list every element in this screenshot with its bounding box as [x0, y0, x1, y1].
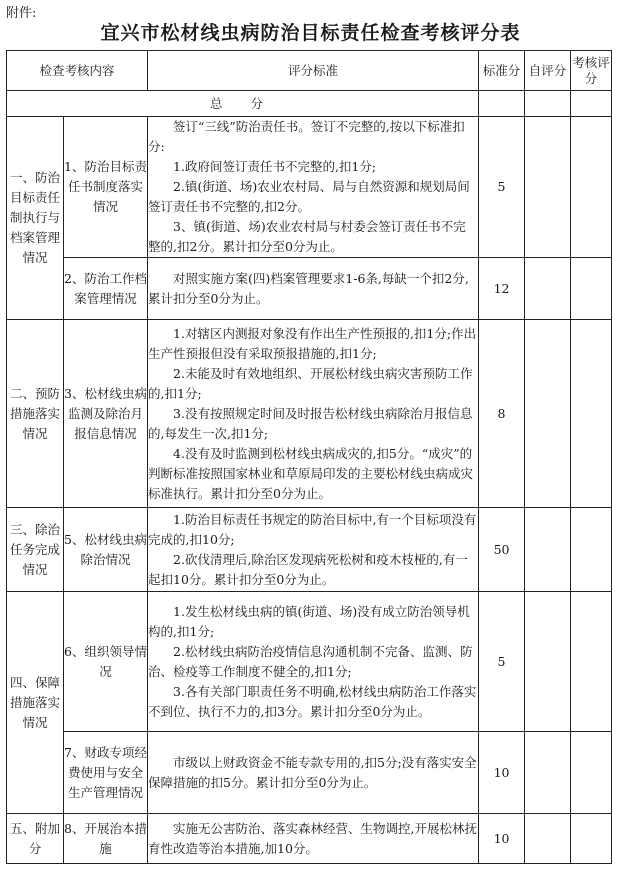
- criteria-line: 3.各有关部门职责任务不明确,松材线虫病防治工作落实不到位、执行不力的,扣3分。累计扣分至0分为止。: [148, 683, 477, 719]
- criteria-line: 实施无公害防治、落实森林经营、生物调控,开展松林抚育性改造等治本措施,加10分。: [148, 820, 477, 856]
- header-row: [7, 51, 612, 91]
- criteria-cell: [148, 258, 479, 320]
- standard-score: 8: [479, 320, 525, 508]
- total-label: 总 分: [7, 91, 479, 117]
- header-standard-score: 标准分: [479, 51, 525, 91]
- header-criteria: 评分标准: [148, 51, 479, 91]
- criteria-cell: [148, 814, 479, 864]
- standard-score: 5: [479, 592, 525, 732]
- criteria-line: 1.防治目标责任书规定的防治目标中,有一个目标项没有完成的,扣10分;: [148, 511, 477, 547]
- criteria-line: 2.镇(街道、场)农业农村局、局与自然资源和规划局间签订责任书不完整的,扣2分。: [148, 179, 470, 214]
- table-row: [7, 732, 612, 814]
- item-cell: 1、防治目标责任书制度落实情况: [64, 117, 148, 258]
- table-row: [7, 508, 612, 592]
- review-score-cell[interactable]: [571, 117, 612, 258]
- criteria-cell: [148, 732, 479, 814]
- criteria-line: 2.砍伐清理后,除治区发现病死松树和疫木枝桠的,有一起扣10分。累计扣分至0分为止。: [148, 551, 468, 587]
- review-score-cell[interactable]: [571, 592, 612, 732]
- review-score-cell[interactable]: [571, 320, 612, 508]
- table-row: [7, 592, 612, 732]
- total-row: [7, 91, 612, 117]
- item-cell: 3、松材线虫病监测及除治月报信息情况: [64, 320, 148, 508]
- self-score-cell[interactable]: [525, 814, 571, 864]
- criteria-line: 1.对辖区内测报对象没有作出生产性预报的,扣1分;作出生产性预报但没有采取预报措施的,扣1分;: [148, 325, 477, 361]
- standard-score: 5: [479, 117, 525, 258]
- self-score-cell[interactable]: [525, 258, 571, 320]
- standard-score: 12: [479, 258, 525, 320]
- attachment-label: 附件:: [6, 6, 37, 21]
- self-score-cell[interactable]: [525, 508, 571, 592]
- total-self-cell: [525, 91, 571, 117]
- table-row: [7, 117, 612, 258]
- standard-score: 10: [479, 814, 525, 864]
- standard-score: 10: [479, 732, 525, 814]
- page-title: 宜兴市松材线虫病防治目标责任检查考核评分表: [100, 22, 521, 44]
- self-score-cell[interactable]: [525, 592, 571, 732]
- header-self-score: 自评分: [525, 51, 571, 91]
- criteria-cell: [148, 320, 479, 508]
- criteria-line: 市级以上财政资金不能专款专用的,扣5分;没有落实安全保障措施的扣5分。累计扣分至0分为止。: [148, 754, 477, 790]
- self-score-cell[interactable]: [525, 320, 571, 508]
- review-score-cell[interactable]: [571, 258, 612, 320]
- review-score-cell[interactable]: [571, 814, 612, 864]
- category-cell: 五、附加分: [7, 814, 64, 864]
- category-cell: 四、保障措施落实情况: [7, 592, 64, 814]
- table-row: [7, 814, 612, 864]
- category-cell: 三、除治任务完成情况: [7, 508, 64, 592]
- criteria-line: 对照实施方案(四)档案管理要求1-6条,每缺一个扣2分,累计扣分至0分为止。: [148, 270, 469, 306]
- self-score-cell[interactable]: [525, 117, 571, 258]
- criteria-cell: [148, 508, 479, 592]
- criteria-line: 3、镇(街道、场)农业农村局与村委会签订责任书不完整的,扣2分。累计扣分至0分为止。: [148, 219, 466, 254]
- scoring-table: [6, 50, 612, 864]
- criteria-line: 签订“三线”防治责任书。签订不完整的,按以下标准扣分:: [148, 119, 465, 154]
- standard-score: 50: [479, 508, 525, 592]
- review-score-cell[interactable]: [571, 508, 612, 592]
- category-cell: 二、预防措施落实情况: [7, 320, 64, 508]
- criteria-cell: [148, 592, 479, 732]
- criteria-line: 1.发生松材线虫病的镇(街道、场)没有成立防治领导机构的,扣1分;: [148, 603, 470, 639]
- header-content: 检查考核内容: [7, 51, 148, 91]
- criteria-line: 4.没有及时监测到松材线虫病成灾的,扣5分。“成灾”的判断标准按照国家林业和草原局印发的主要松材线虫病成灾标准执行。累计扣分至0分为止。: [148, 445, 474, 501]
- item-cell: 5、松材线虫病除治情况: [64, 508, 148, 592]
- criteria-line: 1.政府间签订责任书不完整的,扣1分;: [173, 159, 377, 174]
- category-cell: 一、防治目标责任制执行与档案管理情况: [7, 117, 64, 320]
- review-score-cell[interactable]: [571, 732, 612, 814]
- total-review-cell: [571, 91, 612, 117]
- header-review-score: 考核评分: [571, 51, 612, 91]
- self-score-cell[interactable]: [525, 732, 571, 814]
- item-cell: 2、防治工作档案管理情况: [64, 258, 148, 320]
- criteria-line: 3.没有按照规定时间及时报告松材线虫病除治月报信息的,每发生一次,扣1分;: [148, 405, 473, 441]
- item-cell: 8、开展治本措施: [64, 814, 148, 864]
- item-cell: 7、财政专项经费使用与安全生产管理情况: [64, 732, 148, 814]
- table-row: [7, 258, 612, 320]
- criteria-line: 2.松材线虫病防治疫情信息沟通机制不完备、监测、防治、检疫等工作制度不健全的,扣1分;: [148, 643, 473, 679]
- total-standard-cell: [479, 91, 525, 117]
- table-row: [7, 320, 612, 508]
- item-cell: 6、组织领导情况: [64, 592, 148, 732]
- criteria-line: 2.未能及时有效地组织、开展松材线虫病灾害预防工作的,扣1分;: [148, 365, 473, 401]
- criteria-cell: [148, 117, 479, 258]
